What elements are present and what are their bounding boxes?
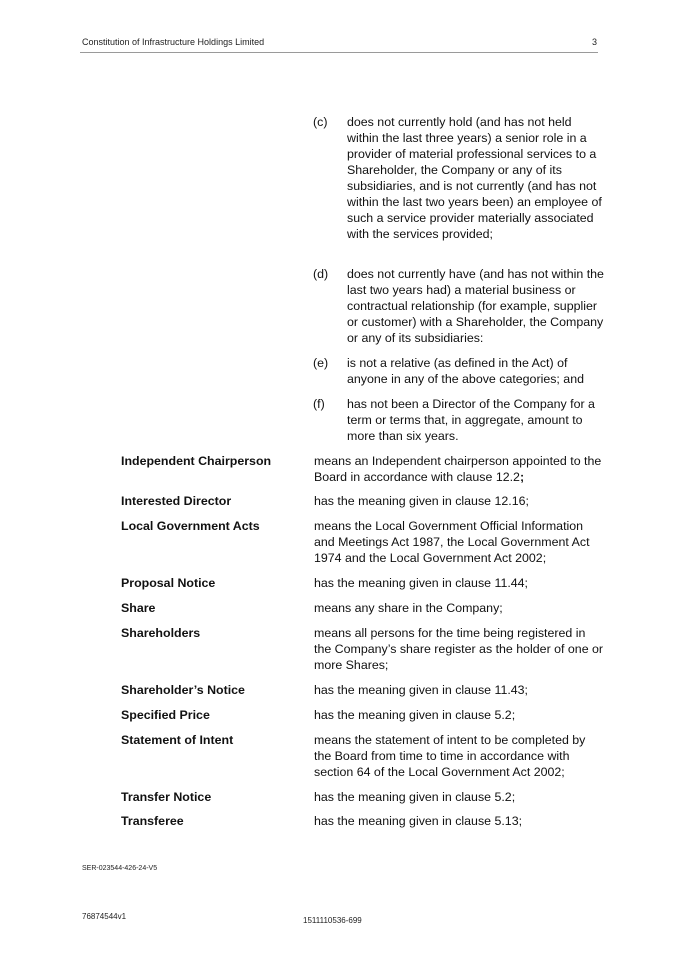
definition-term: Independent Chairperson [121,454,272,468]
item-text: has not been a Director of the Company for a term or terms that, in aggregate, amount to more than six years. [347,397,595,443]
definition-term: Interested Director [121,494,232,508]
definition-term: Statement of Intent [121,733,234,747]
definition-term: Transferee [121,814,184,828]
definition-term: Transfer Notice [121,790,212,804]
definition-text: means the Local Government Official Information and Meetings Act 1987, the Local Government Act 1974 and the Local Government Act 2002; [314,519,590,565]
definition-text: has the meaning given in clause 5.2; [314,790,516,804]
item-text: is not a relative (as defined in the Act) of anyone in any of the above categories; and [347,356,584,386]
footer-version-id: 76874544v1 [82,912,127,921]
definition-text: means any share in the Company; [314,601,503,615]
definition-text: has the meaning given in clause 12.16; [314,494,529,508]
item-text: does not currently hold (and has not held within the last three years) a senior role in a provider of material professional services to a Shareholder, the Company or any of its subsidiaries, and is not currently (and has not within the last two years been) an employee of such a service provider materially associated with the services provided; [347,115,602,241]
document-reference: SER-023544-426-24-V5 [82,865,158,872]
item-marker: (d) [313,267,329,281]
definition-text: has the meaning given in clause 11.44; [314,576,528,590]
definition-term: Share [121,601,156,615]
definition-text: means all persons for the time being registered in the Company’s share register as the holder of one or more Shares; [314,626,604,672]
definition-term: Local Government Acts [121,519,260,533]
header-rule [80,52,598,53]
page-number: 3 [591,37,597,47]
item-marker: (c) [313,115,328,129]
definition-term: Shareholder’s Notice [121,683,245,697]
definition-term: Shareholders [121,626,201,640]
document-title: Constitution of Infrastructure Holdings Limited [82,37,265,47]
definition-text: has the meaning given in clause 11.43; [314,683,528,697]
definition-text: has the meaning given in clause 5.2; [314,708,516,722]
item-marker: (f) [313,397,325,411]
definition-text: has the meaning given in clause 5.13; [314,814,523,828]
definition-text: means the statement of intent to be completed by the Board from time to time in accordance with section 64 of the Local Government Act 2002; [314,733,586,779]
definition-term: Proposal Notice [121,576,216,590]
definition-text: means an Independent chairperson appointed to the Board in accordance with clause 12.2; [314,454,602,484]
item-marker: (e) [313,356,329,370]
footer-document-id: 1511110536-699 [303,916,362,925]
item-text: does not currently have (and has not within the last two years had) a material business or contractual relationship (for example, supplier or customer) with a Shareholder, the Company or any of its subsidiaries: [347,267,604,345]
definition-term: Specified Price [121,708,210,722]
